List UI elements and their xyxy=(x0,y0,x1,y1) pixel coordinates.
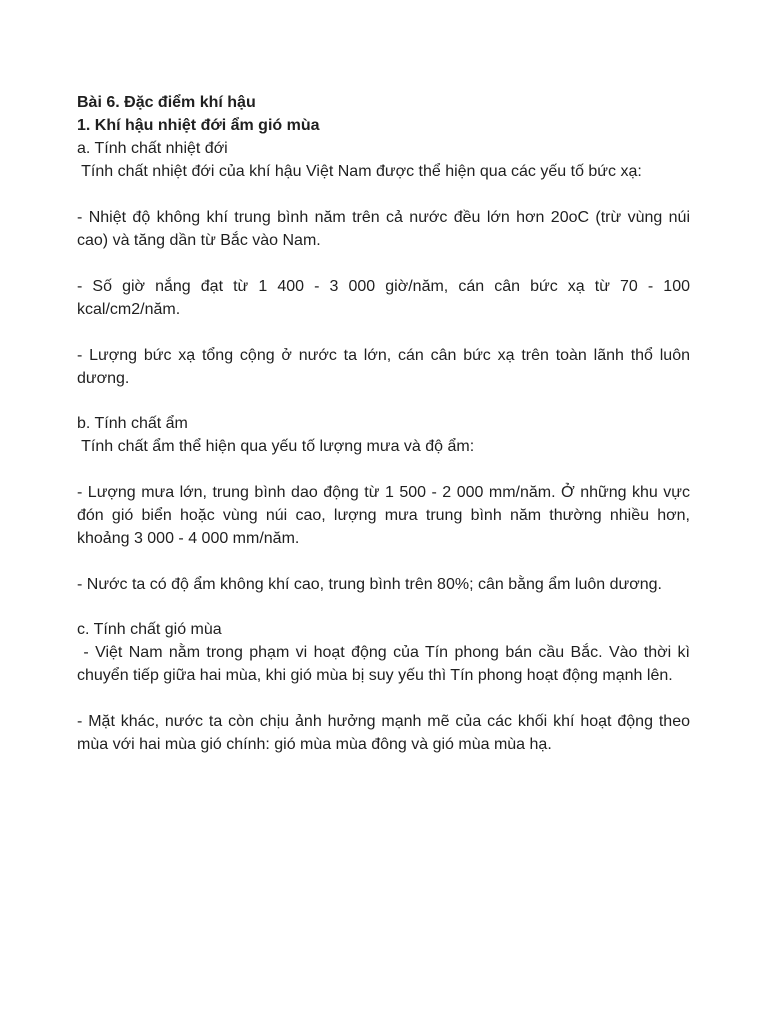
document-body xyxy=(77,91,695,756)
part-b-intro: Tính chất ẩm thể hiện qua yếu tố lượng mưa và độ ẩm: xyxy=(77,438,475,455)
part-a-item-3: - Lượng bức xạ tổng cộng ở nước ta lớn, cán cân bức xạ trên toàn lãnh thổ luôn dương. xyxy=(77,347,690,387)
document-title: Bài 6. Đặc điểm khí hậu xyxy=(77,94,256,111)
part-a-heading: a. Tính chất nhiệt đới xyxy=(77,140,228,157)
part-c-intro: - Việt Nam nằm trong phạm vi hoạt động của Tín phong bán cầu Bắc. Vào thời kì chuyển tiếp giữa hai mùa, khi gió mùa bị suy yếu thì Tín phong hoạt động mạnh lên. xyxy=(77,644,695,684)
part-a-item-1: - Nhiệt độ không khí trung bình năm trên cả nước đều lớn hơn 20oC (trừ vùng núi cao) và tăng dần từ Bắc vào Nam. xyxy=(77,209,690,249)
part-a-item-2: - Số giờ nắng đạt từ 1 400 - 3 000 giờ/năm, cán cân bức xạ từ 70 - 100 kcal/cm2/năm. xyxy=(77,278,690,318)
part-c-heading: c. Tính chất gió mùa xyxy=(77,621,222,638)
part-c-item-1: - Mặt khác, nước ta còn chịu ảnh hưởng mạnh mẽ của các khối khí hoạt động theo mùa với hai mùa gió chính: gió mùa mùa đông và gió mùa mùa hạ. xyxy=(77,713,690,753)
part-a-intro: Tính chất nhiệt đới của khí hậu Việt Nam được thể hiện qua các yếu tố bức xạ: xyxy=(77,163,642,180)
part-b-heading: b. Tính chất ẩm xyxy=(77,415,188,432)
part-b-item-2: - Nước ta có độ ẩm không khí cao, trung bình trên 80%; cân bằng ẩm luôn dương. xyxy=(77,576,662,593)
part-b-item-1: - Lượng mưa lớn, trung bình dao động từ 1 500 - 2 000 mm/năm. Ở những khu vực đón gió biển hoặc vùng núi cao, lượng mưa trung bình năm thường nhiều hơn, khoảng 3 000 - 4 000 mm/năm. xyxy=(77,484,690,547)
section-1-heading: 1. Khí hậu nhiệt đới ẩm gió mùa xyxy=(77,117,320,134)
